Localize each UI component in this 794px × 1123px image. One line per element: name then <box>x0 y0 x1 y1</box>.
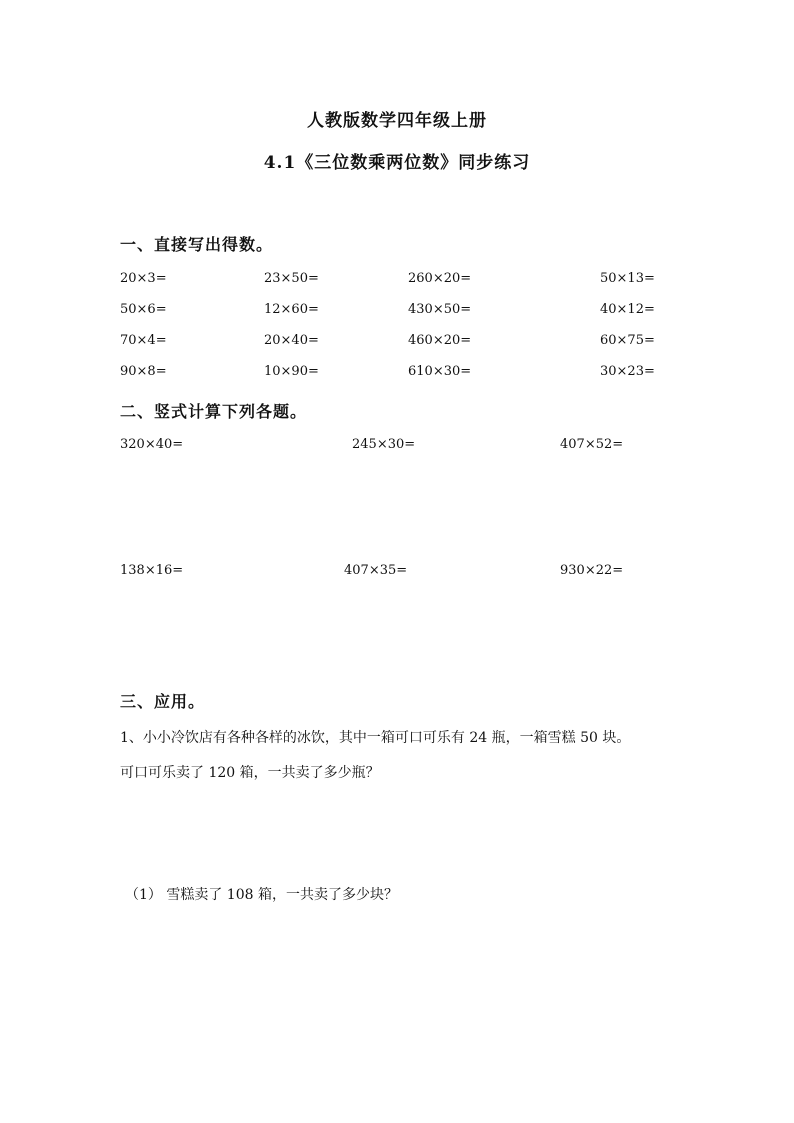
mental-calc-item: 60×75= <box>600 333 655 348</box>
mental-calc-row <box>0 302 794 322</box>
mental-calc-row <box>0 271 794 291</box>
mental-calc-item: 20×3= <box>120 271 167 286</box>
mental-calc-item: 260×20= <box>408 271 472 286</box>
section-2-heading: 二、竖式计算下列各题。 <box>120 402 308 421</box>
vertical-calc-item: 320×40= <box>120 437 184 452</box>
mental-calc-row <box>0 364 794 384</box>
mental-calc-item: 430×50= <box>408 302 472 317</box>
section-1-heading: 一、直接写出得数。 <box>120 235 274 254</box>
vertical-calc-item: 407×35= <box>344 563 408 578</box>
mental-calc-item: 20×40= <box>264 333 319 348</box>
mental-calc-item: 10×90= <box>264 364 319 379</box>
mental-calc-item: 23×50= <box>264 271 319 286</box>
document-title: 人教版数学四年级上册 <box>307 111 487 131</box>
mental-calc-item: 610×30= <box>408 364 472 379</box>
mental-calc-row <box>0 333 794 353</box>
mental-calc-item: 90×8= <box>120 364 167 379</box>
word-problem-line: 可口可乐卖了 120 箱，一共卖了多少瓶？ <box>120 765 380 781</box>
vertical-calc-item: 245×30= <box>352 437 416 452</box>
mental-calc-item: 50×13= <box>600 271 655 286</box>
vertical-calc-item: 407×52= <box>560 437 624 452</box>
mental-calc-item: 40×12= <box>600 302 655 317</box>
mental-calc-item: 30×23= <box>600 364 655 379</box>
sub-question: （1） 雪糕卖了 108 箱，一共卖了多少块？ <box>125 887 398 903</box>
vertical-calc-item: 138×16= <box>120 563 184 578</box>
mental-calc-item: 12×60= <box>264 302 319 317</box>
mental-calc-item: 50×6= <box>120 302 167 317</box>
mental-calc-item: 460×20= <box>408 333 472 348</box>
vertical-calc-item: 930×22= <box>560 563 624 578</box>
mental-calc-item: 70×4= <box>120 333 167 348</box>
document-subtitle: 4.1《三位数乘两位数》同步练习 <box>263 153 531 173</box>
word-problem-line: 1、小小冷饮店有各种各样的冰饮，其中一箱可口可乐有 24 瓶，一箱雪糕 50 块。 <box>120 730 631 746</box>
section-3-heading: 三、应用。 <box>120 692 206 711</box>
